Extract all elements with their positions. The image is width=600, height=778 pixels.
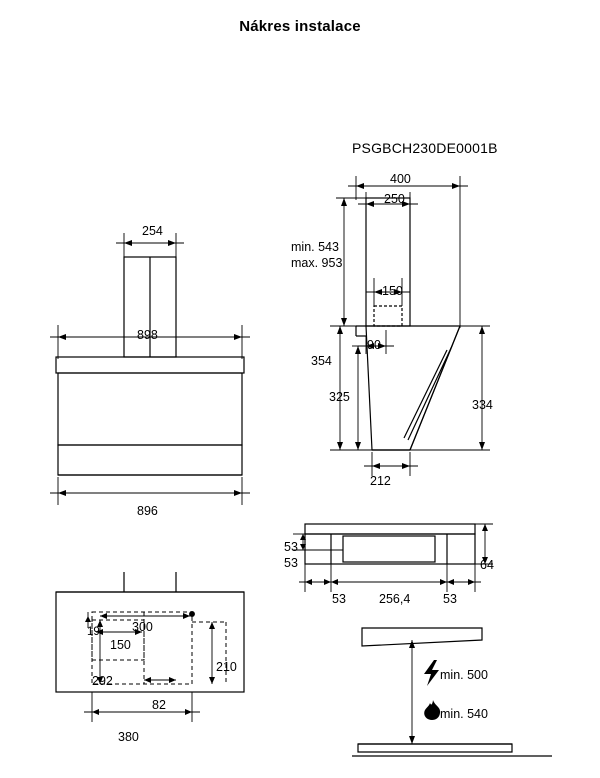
side-view-dim-325: 325 [329, 390, 350, 404]
top-view-dim-53-a: 53 [332, 592, 346, 606]
template-dim-300: 300 [132, 620, 153, 634]
lightning-icon [424, 660, 439, 686]
front-view-dim-896: 896 [137, 504, 158, 518]
front-view-dim-254: 254 [142, 224, 163, 238]
side-view-dim-354: 354 [311, 354, 332, 368]
page-title: Nákres instalace [239, 18, 361, 35]
side-view-dim-250: 250 [384, 192, 405, 206]
top-view-dim-53-left: 53 [284, 540, 298, 554]
template-dim-82: 82 [152, 698, 166, 712]
template-dim-19: 19 [87, 626, 100, 638]
side-view-dim-max-953: max. 953 [291, 256, 343, 270]
template-dim-292: 292 [92, 674, 113, 688]
front-view-dim-898: 898 [137, 328, 158, 342]
clearance-label-min-540: min. 540 [440, 707, 488, 721]
flame-icon [424, 700, 440, 720]
top-view-dim-53-left-2: 53 [284, 556, 298, 570]
model-code-label: PSGBCH230DE0001B [352, 140, 498, 156]
top-view-dim-256-4: 256,4 [379, 592, 411, 606]
side-view-drawing [300, 170, 530, 500]
front-view-drawing [40, 225, 280, 525]
template-dim-380: 380 [118, 730, 139, 744]
template-dim-210: 210 [216, 660, 237, 674]
clearance-label-min-500: min. 500 [440, 668, 488, 682]
side-view-dim-334: 334 [472, 398, 493, 412]
clearance-drawing [352, 616, 552, 766]
side-view-dim-400: 400 [390, 172, 411, 186]
side-view-dim-90: 90 [367, 338, 381, 352]
template-dim-150: 150 [110, 638, 131, 652]
wall-template-drawing [40, 570, 290, 755]
top-view-dim-53-b: 53 [443, 592, 457, 606]
top-view-dim-64: 64 [480, 558, 494, 572]
side-view-dim-min-543: min. 543 [291, 240, 339, 254]
side-view-dim-150: 150 [382, 284, 403, 298]
side-view-dim-212: 212 [370, 474, 391, 488]
